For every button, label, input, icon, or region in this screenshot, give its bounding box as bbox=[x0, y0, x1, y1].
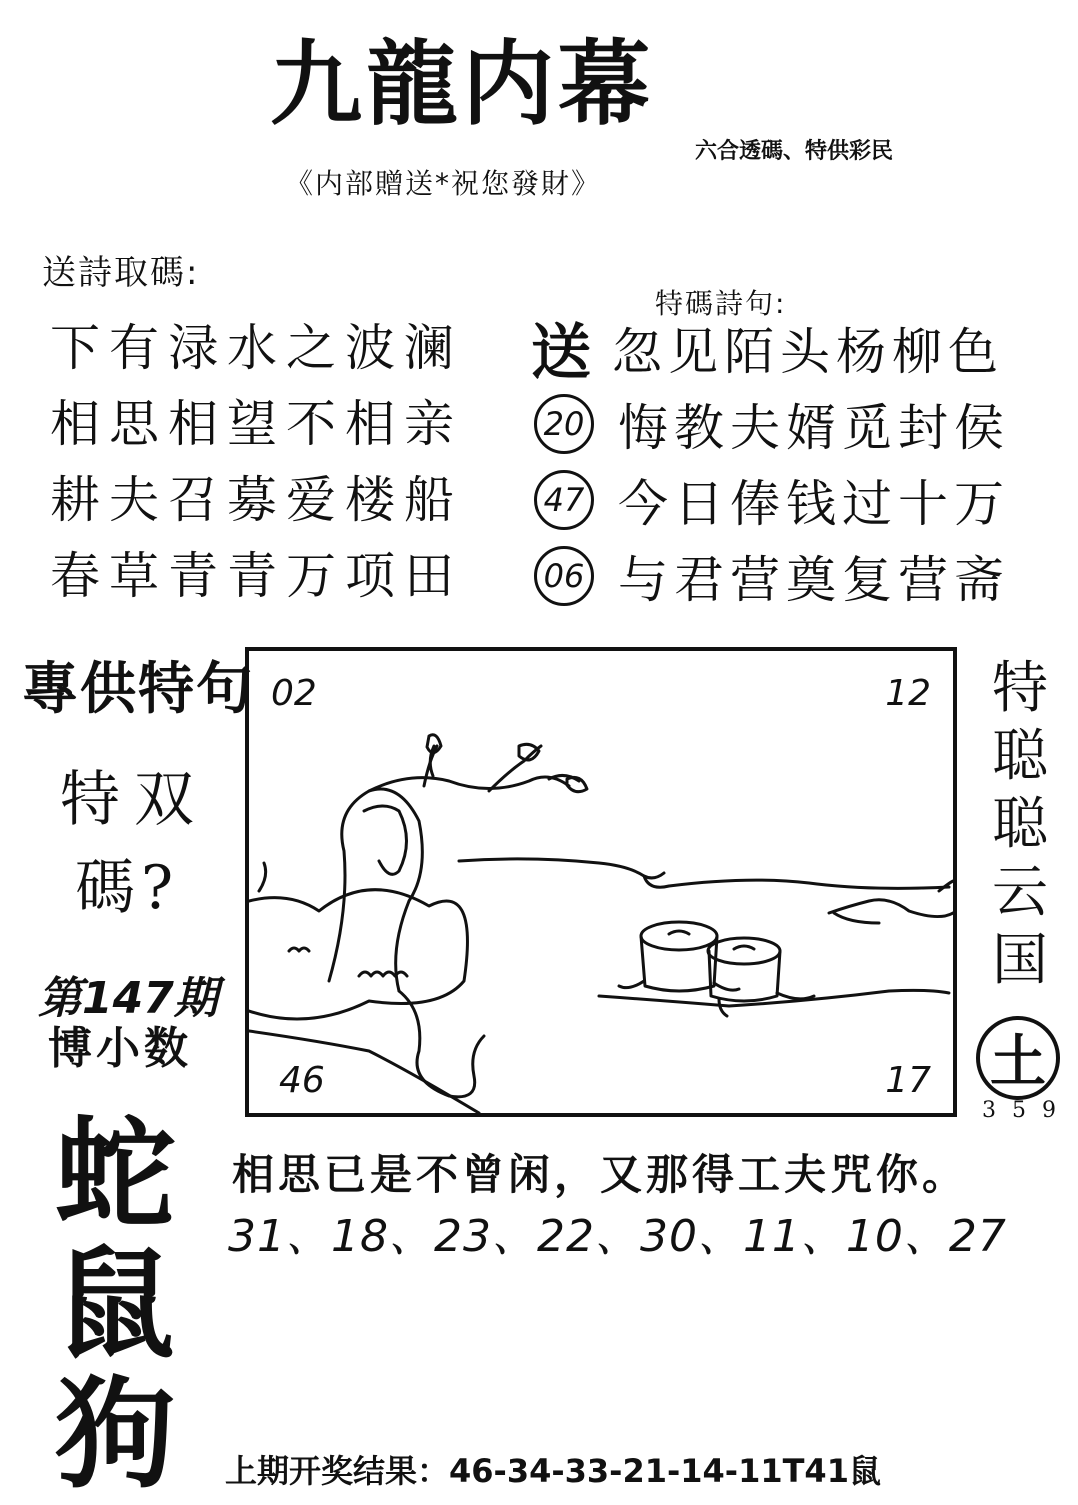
hint-row bbox=[530, 310, 1010, 386]
tiny-numbers: 359 bbox=[982, 1098, 1072, 1123]
corner-number-bottom-right: 17 bbox=[885, 1060, 931, 1101]
corner-number-top-left: 02 bbox=[271, 673, 317, 714]
poem-heading: 送詩取碼: bbox=[42, 253, 200, 293]
vertical-char: 聪 bbox=[992, 724, 1048, 789]
vertical-char: 特 bbox=[992, 656, 1048, 721]
hint-row bbox=[530, 462, 1010, 538]
send-marker: 送 bbox=[531, 318, 591, 388]
landscape-illustration bbox=[249, 651, 953, 1113]
issue-number: 第147期 bbox=[38, 973, 218, 1024]
circled-number: 06 bbox=[534, 546, 594, 606]
vertical-char: 国 bbox=[992, 928, 1048, 993]
poem-line: 相思相望不相亲 bbox=[50, 395, 463, 453]
circled-number: 47 bbox=[534, 470, 594, 530]
vertical-char: 云 bbox=[992, 860, 1048, 925]
zodiac-dog: 狗 bbox=[55, 1364, 175, 1505]
poem-line: 春草青青万项田 bbox=[50, 547, 463, 605]
corner-number-bottom-left: 46 bbox=[279, 1060, 325, 1101]
zodiac-snake: 蛇 bbox=[55, 1104, 175, 1245]
hint-heading: 特碼詩句: bbox=[655, 287, 787, 320]
hint-row bbox=[530, 538, 1010, 614]
zodiac-list bbox=[55, 1104, 175, 1505]
poem-lines bbox=[50, 310, 463, 614]
zodiac-rat: 鼠 bbox=[55, 1234, 175, 1375]
hint-line: 今日俸钱过十万 bbox=[618, 475, 1010, 533]
hint-line: 悔教夫婿觅封侯 bbox=[618, 399, 1010, 457]
special-question: 碼? bbox=[75, 853, 180, 923]
special-double: 特双 bbox=[60, 765, 208, 835]
corner-number-top-right: 12 bbox=[885, 673, 931, 714]
element-badge: 土 bbox=[976, 1016, 1060, 1100]
hint-line: 忽见陌头杨柳色 bbox=[612, 323, 1004, 381]
page-subtitle: 六合透碼、特供彩民 bbox=[695, 139, 894, 164]
vertical-char: 聪 bbox=[992, 792, 1048, 857]
boxiao-label: 博小数 bbox=[48, 1023, 192, 1074]
slogan: 《内部贈送*祝您發財》 bbox=[285, 167, 602, 200]
poem-line: 下有渌水之波澜 bbox=[50, 319, 463, 377]
circled-number: 20 bbox=[534, 394, 594, 454]
hint-lines bbox=[530, 310, 1010, 614]
picture-frame bbox=[245, 647, 957, 1117]
last-result: 上期开奖结果：46-34-33-21-14-11T41鼠 bbox=[225, 1452, 881, 1490]
special-heading: 專供特句 bbox=[22, 656, 254, 722]
riddle-phrase: 相思已是不曾闲，又那得工夫咒你。 bbox=[232, 1150, 969, 1199]
page-title: 九龍内幕 bbox=[270, 30, 655, 138]
vertical-text bbox=[985, 655, 1055, 995]
hint-row bbox=[530, 386, 1010, 462]
hint-line: 与君营奠复营斋 bbox=[618, 551, 1010, 609]
poem-line: 耕夫召募爱楼船 bbox=[50, 471, 463, 529]
number-list: 31、18、23、22、30、11、10、27 bbox=[228, 1211, 1007, 1262]
